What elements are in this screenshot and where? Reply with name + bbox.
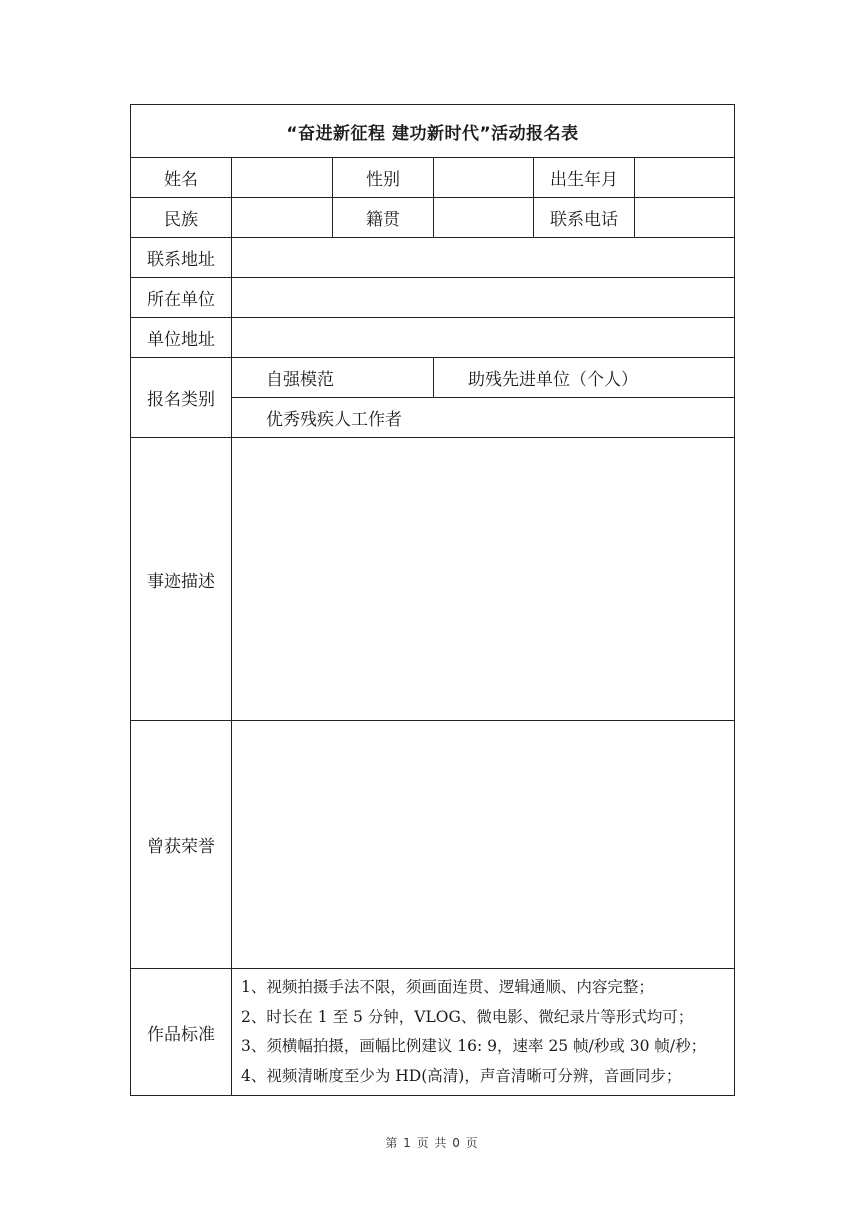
employer-field[interactable]	[232, 278, 735, 318]
name-label: 姓名	[131, 158, 232, 198]
phone-label: 联系电话	[534, 198, 635, 238]
employer-address-label: 单位地址	[131, 318, 232, 358]
ethnicity-field[interactable]	[232, 198, 333, 238]
gender-label: 性别	[333, 158, 434, 198]
native-place-field[interactable]	[434, 198, 534, 238]
standards-list	[232, 969, 735, 1096]
honors-label: 曾获荣誉	[131, 721, 232, 969]
form-title: “奋进新征程 建功新时代”活动报名表	[131, 105, 735, 158]
standard-item: 2、时长在 1 至 5 分钟，VLOG、微电影、微纪录片等形式均可；	[241, 1007, 694, 1026]
standard-item: 1、视频拍摄手法不限，须画面连贯、逻辑通顺、内容完整；	[241, 978, 654, 996]
gender-field[interactable]	[434, 158, 534, 198]
standard-item: 3、须横幅拍摄，画幅比例建议 16: 9，速率 25 帧/秒或 30 帧/秒；	[241, 1037, 707, 1055]
category-option-advanced-unit[interactable]: 助残先进单位（个人）	[434, 358, 735, 398]
employer-address-field[interactable]	[232, 318, 735, 358]
address-field[interactable]	[232, 238, 735, 278]
phone-field[interactable]	[635, 198, 735, 238]
birth-field[interactable]	[635, 158, 735, 198]
address-label: 联系地址	[131, 238, 232, 278]
category-label: 报名类别	[131, 358, 232, 438]
standards-label: 作品标准	[131, 969, 232, 1096]
native-place-label: 籍贯	[333, 198, 434, 238]
page-footer: 第 1 页 共 0 页	[385, 1136, 479, 1150]
ethnicity-label: 民族	[131, 198, 232, 238]
deeds-label: 事迹描述	[131, 438, 232, 721]
birth-label: 出生年月	[534, 158, 635, 198]
category-option-outstanding-worker[interactable]: 优秀残疾人工作者	[232, 398, 735, 438]
deeds-field[interactable]	[232, 438, 735, 721]
name-field[interactable]	[232, 158, 333, 198]
registration-form-table	[130, 104, 735, 1096]
category-option-self-improvement[interactable]: 自强模范	[232, 358, 434, 398]
employer-label: 所在单位	[131, 278, 232, 318]
honors-field[interactable]	[232, 721, 735, 969]
standard-item: 4、视频清晰度至少为 HD(高清)，声音清晰可分辨，音画同步；	[241, 1066, 682, 1085]
